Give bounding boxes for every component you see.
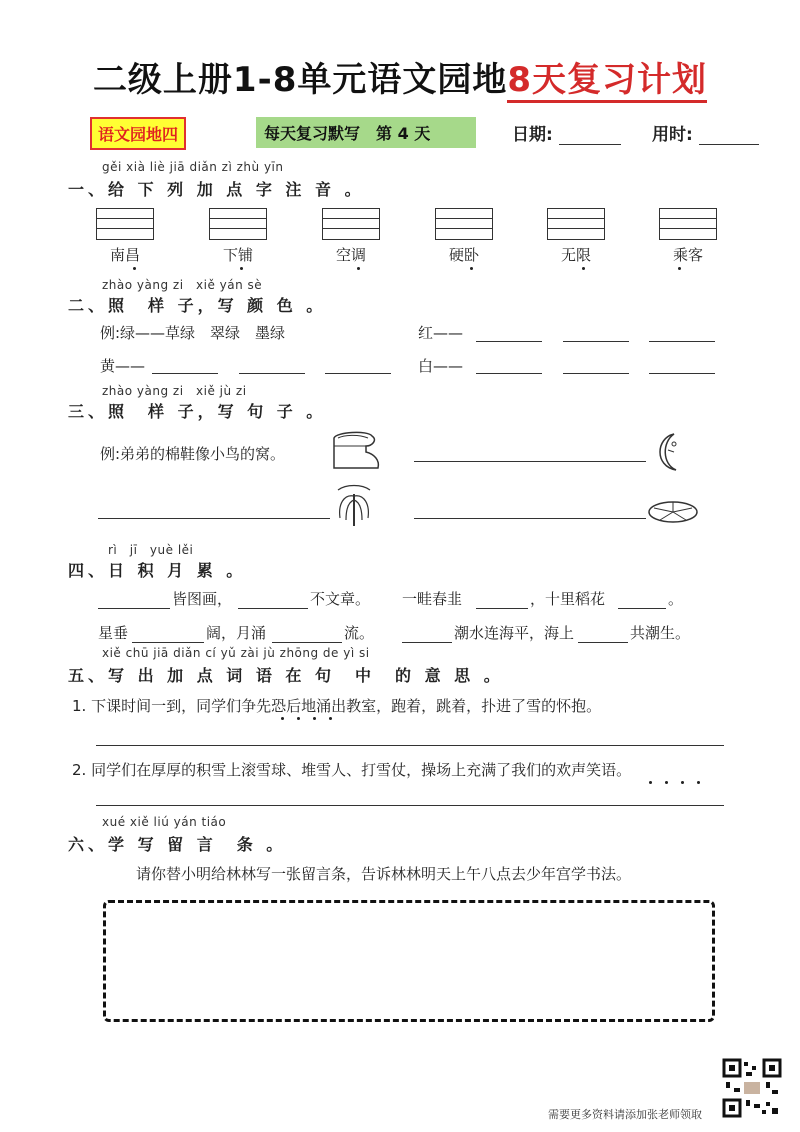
day-badge: 每天复习默写 第 4 天 (256, 117, 476, 148)
section3-heading: 三、照 样 子，写 句 子 。 (68, 402, 327, 421)
section5-pinyin: xiě chū jiā diǎn cí yǔ zài jù zhōng de yì si (102, 646, 370, 660)
answer-blank[interactable] (239, 372, 305, 374)
word-item: 南昌 (109, 246, 140, 264)
answer-blank[interactable] (152, 372, 218, 374)
moon-icon (648, 430, 688, 474)
answer-line[interactable] (96, 744, 724, 746)
unit-badge: 语文园地四 (90, 117, 186, 150)
answer-blank[interactable] (272, 641, 342, 643)
answer-blank[interactable] (578, 641, 628, 643)
section5-heading: 五、写 出 加 点 词 语 在 句 中 的 意 思 。 (68, 666, 504, 685)
word-item: 乘客 (672, 246, 703, 264)
answer-blank[interactable] (476, 372, 542, 374)
pinyin-grid[interactable] (659, 208, 717, 240)
answer-blank[interactable] (476, 340, 542, 342)
poem-text: 不文章。 (310, 590, 371, 608)
pinyin-grid[interactable] (547, 208, 605, 240)
time-label: 用时: (652, 125, 693, 145)
answer-blank[interactable] (325, 372, 391, 374)
date-blank[interactable] (559, 126, 621, 145)
word-item: 硬卧 (448, 246, 479, 264)
poem-text: 一畦春韭 (402, 590, 463, 608)
emphasis-dot (678, 267, 681, 270)
red-label: 红—— (418, 324, 464, 342)
answer-line[interactable] (96, 804, 724, 806)
poem-text: 皆图画， (172, 590, 233, 608)
title-highlight: 8天复习计划 (507, 60, 707, 103)
page-title (0, 52, 800, 101)
answer-blank[interactable] (649, 340, 715, 342)
section2-heading: 二、照 样 子，写 颜 色 。 (68, 296, 327, 315)
emphasis-dot (681, 781, 684, 784)
yellow-label: 黄—— (100, 357, 146, 375)
question-1: 1. 下课时间一到，同学们争先恐后地涌出教室，跑着，跳着，扑进了雪的怀抱。 (72, 697, 602, 715)
boot-icon (328, 430, 382, 472)
answer-blank[interactable] (98, 607, 170, 609)
poem-text: 阔，月涌 (206, 624, 267, 642)
pinyin-grid[interactable] (209, 208, 267, 240)
emphasis-dot (697, 781, 700, 784)
white-label: 白—— (418, 357, 464, 375)
message-writing-box[interactable] (103, 900, 715, 1022)
section6-pinyin: xué xiě liú yán tiáo (102, 815, 227, 829)
answer-blank[interactable] (563, 372, 629, 374)
section6-heading: 六、学 写 留 言 条 。 (68, 835, 287, 854)
emphasis-dot (665, 781, 668, 784)
answer-line[interactable] (414, 517, 646, 519)
poem-text: 共潮生。 (630, 624, 691, 642)
pinyin-grid[interactable] (96, 208, 154, 240)
lotus-leaf-icon (646, 498, 700, 526)
time-field[interactable] (652, 120, 759, 145)
emphasis-dot (357, 267, 360, 270)
answer-line[interactable] (98, 517, 330, 519)
footer-note: 需要更多资料请添加张老师领取 (548, 1108, 702, 1121)
qr-code-icon (722, 1058, 782, 1118)
poem-text: 。 (668, 590, 684, 608)
sentence-example: 例:弟弟的棉鞋像小鸟的窝。 (100, 445, 286, 463)
emphasis-dot (297, 717, 300, 720)
section4-heading: 四、日 积 月 累 。 (68, 561, 247, 580)
section4-pinyin: rì jī yuè lěi (108, 543, 194, 557)
answer-line[interactable] (414, 460, 646, 462)
answer-blank[interactable] (402, 641, 452, 643)
time-blank[interactable] (699, 126, 759, 145)
answer-blank[interactable] (563, 340, 629, 342)
section3-pinyin: zhào yàng zi xiě jù zi (102, 384, 247, 398)
section2-pinyin: zhào yàng zi xiě yán sè (102, 278, 263, 292)
color-example: 例:绿——草绿 翠绿 墨绿 (100, 324, 286, 342)
answer-blank[interactable] (238, 607, 308, 609)
section1-heading: 一、给 下 列 加 点 字 注 音 。 (68, 180, 365, 199)
poem-text: ，十里稻花 (530, 590, 606, 608)
pinyin-grid[interactable] (435, 208, 493, 240)
answer-blank[interactable] (618, 607, 666, 609)
emphasis-dot (582, 267, 585, 270)
word-item: 下铺 (222, 246, 253, 264)
poem-text: 流。 (344, 624, 375, 642)
answer-blank[interactable] (649, 372, 715, 374)
word-item: 无限 (560, 246, 591, 264)
date-field[interactable] (512, 120, 621, 145)
emphasis-dot (240, 267, 243, 270)
writing-prompt: 请你替小明给林林写一张留言条，告诉林林明天上午八点去少年宫学书法。 (136, 865, 632, 883)
emphasis-dot (329, 717, 332, 720)
title-main: 二级上册1-8单元语文园地 (92, 60, 508, 100)
question-2: 2. 同学们在厚厚的积雪上滚雪球、堆雪人、打雪仗，操场上充满了我们的欢声笑语。 (72, 761, 632, 779)
willow-tree-icon (332, 484, 376, 528)
date-label: 日期: (512, 125, 553, 145)
emphasis-dot (313, 717, 316, 720)
word-item: 空调 (335, 246, 366, 264)
emphasis-dot (649, 781, 652, 784)
emphasis-dot (470, 267, 473, 270)
emphasis-dot (133, 267, 136, 270)
answer-blank[interactable] (476, 607, 528, 609)
section1-pinyin: gěi xià liè jiā diǎn zì zhù yīn (102, 160, 284, 174)
poem-text: 星垂 (98, 624, 129, 642)
emphasis-dot (281, 717, 284, 720)
answer-blank[interactable] (132, 641, 204, 643)
pinyin-grid[interactable] (322, 208, 380, 240)
poem-text: 潮水连海平，海上 (454, 624, 575, 642)
